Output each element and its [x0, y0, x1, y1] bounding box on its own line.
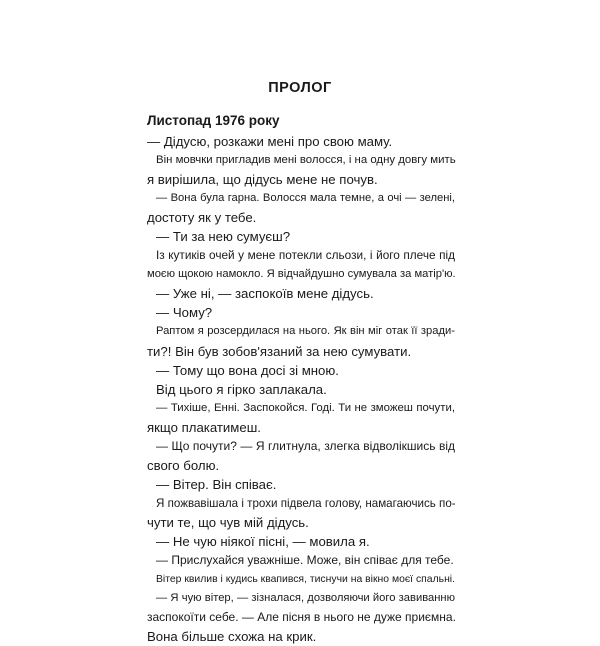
text-line: ти?! Він був зобов'язаний за нею сумувати. [147, 343, 412, 359]
text-line: достоту як у тебе. [147, 210, 257, 226]
text-line: заспокоїти себе. — Але пісня в нього не дуже приємна. [147, 610, 456, 625]
text-body [147, 132, 455, 646]
text-line: якщо плакатимеш. [147, 419, 261, 435]
text-line: Він мовчки пригладив мені волосся, і на одну довгу мить [156, 154, 456, 167]
text-line: Я пожвавішала і трохи підвела голову, намагаючись по- [156, 496, 456, 510]
text-line: Вітер квилив і кудись квапився, тиснучи на вікно моєї спальні. [156, 574, 455, 586]
text-line: — Чому? [156, 305, 213, 321]
text-line: свого болю. [147, 457, 220, 473]
text-line: — Дідусю, розкажи мені про свою маму. [147, 134, 393, 149]
text-line: моєю щокою намокло. Я відчайдушно сумувала за матір'ю. [147, 268, 456, 281]
text-line: — Вона була гарна. Волосся мала темне, а очі — зелені, [156, 192, 455, 205]
text-line: — Я чую вітер, — зізналася, дозволяючи його завиванню [156, 592, 455, 605]
text-line: — Не чую ніякої пісні, — мовила я. [156, 533, 370, 549]
text-line: — Що почути? — Я глитнула, злегка відволікшись від [156, 438, 455, 453]
text-line: Із кутиків очей у мене потекли сльози, і його плече під [156, 248, 455, 263]
text-line: — Уже ні, — заспокоїв мене дідусь. [156, 286, 374, 302]
text-line: Від цього я гірко заплакала. [156, 381, 327, 397]
text-line: Раптом я розсердилася на нього. Як він міг отак її зради- [156, 325, 455, 338]
text-line: Вона більше схожа на крик. [147, 629, 317, 645]
date-heading: Листопад 1976 року [147, 113, 280, 128]
text-line: чути те, що чув мій дідусь. [147, 514, 309, 530]
text-line: — Тому що вона досі зі мною. [156, 362, 339, 378]
text-line: — Вітер. Він співає. [156, 476, 277, 492]
chapter-title: ПРОЛОГ [268, 80, 332, 96]
text-line: — Тихіше, Енні. Заспокойся. Годі. Ти не зможеш почути, [156, 401, 455, 414]
text-line: — Ти за нею сумуєш? [156, 229, 291, 245]
text-line: — Прислухайся уважніше. Може, він співає для тебе. [156, 553, 454, 568]
text-line: я вирішила, що дідусь мене не почув. [147, 172, 378, 188]
